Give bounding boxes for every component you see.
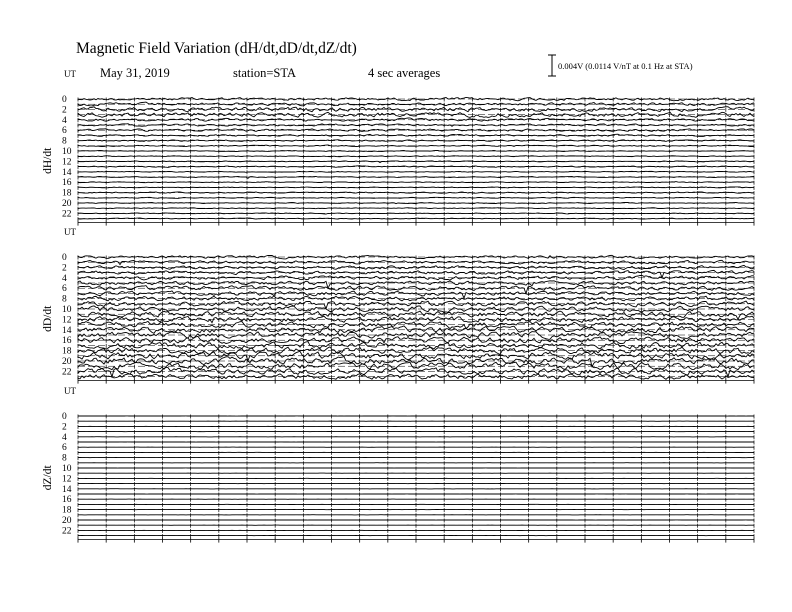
hour-tick-label: 20 xyxy=(62,516,72,526)
hour-tick-label: 6 xyxy=(62,126,67,137)
panel-axis-label: dD/dt xyxy=(42,305,54,332)
hour-tick-label: 8 xyxy=(62,294,67,305)
hour-tick-label: 20 xyxy=(62,357,72,367)
ut-label: UT xyxy=(64,227,76,237)
hour-tick-label: 12 xyxy=(62,474,72,485)
ut-label: UT xyxy=(64,69,76,79)
hour-tick-label: 14 xyxy=(62,484,72,495)
hour-tick-label: 16 xyxy=(62,178,72,189)
station-label: station=STA xyxy=(233,66,296,80)
hour-tick-label: 12 xyxy=(62,157,72,168)
hour-tick-label: 2 xyxy=(62,263,67,274)
ut-label: UT xyxy=(64,386,76,396)
hour-tick-label: 16 xyxy=(62,336,72,347)
hour-tick-label: 4 xyxy=(62,273,67,284)
hour-tick-label: 6 xyxy=(62,284,67,295)
hour-tick-label: 18 xyxy=(62,188,72,199)
scale-bar-label: 0.004V (0.0114 V/nT at 0.1 Hz at STA) xyxy=(558,61,693,71)
hour-tick-label: 0 xyxy=(62,95,67,105)
scale-bar xyxy=(548,55,693,76)
hour-tick-label: 14 xyxy=(62,167,72,178)
panel-axis-label: dH/dt xyxy=(42,147,54,174)
panel-dzdt xyxy=(42,386,754,543)
hour-tick-label: 22 xyxy=(62,209,72,220)
hour-tick-label: 6 xyxy=(62,443,67,454)
panel-dddt xyxy=(42,227,754,384)
hour-tick-label: 14 xyxy=(62,325,72,336)
hour-tick-label: 12 xyxy=(62,315,72,326)
averaging-label: 4 sec averages xyxy=(368,66,441,80)
hour-tick-label: 18 xyxy=(62,346,72,357)
hour-tick-label: 10 xyxy=(62,464,72,474)
hour-tick-label: 8 xyxy=(62,453,67,464)
hour-tick-label: 4 xyxy=(62,432,67,443)
date-label: May 31, 2019 xyxy=(100,66,170,80)
hour-tick-label: 10 xyxy=(62,147,72,157)
hour-tick-label: 10 xyxy=(62,305,72,315)
hour-tick-label: 22 xyxy=(62,526,72,537)
panel-axis-label: dZ/dt xyxy=(42,465,54,491)
hour-tick-label: 2 xyxy=(62,105,67,116)
hour-tick-label: 0 xyxy=(62,412,67,422)
hour-tick-label: 20 xyxy=(62,199,72,209)
hour-tick-label: 16 xyxy=(62,495,72,506)
chart-title: Magnetic Field Variation (dH/dt,dD/dt,dZ/dt) xyxy=(76,40,357,57)
panels-group xyxy=(42,69,754,543)
hour-tick-label: 4 xyxy=(62,115,67,126)
hour-tick-label: 8 xyxy=(62,136,67,147)
hour-tick-label: 0 xyxy=(62,253,67,263)
hour-tick-label: 22 xyxy=(62,367,72,378)
hour-tick-label: 18 xyxy=(62,505,72,516)
panel-dhdt xyxy=(42,69,754,226)
hour-tick-label: 2 xyxy=(62,422,67,433)
